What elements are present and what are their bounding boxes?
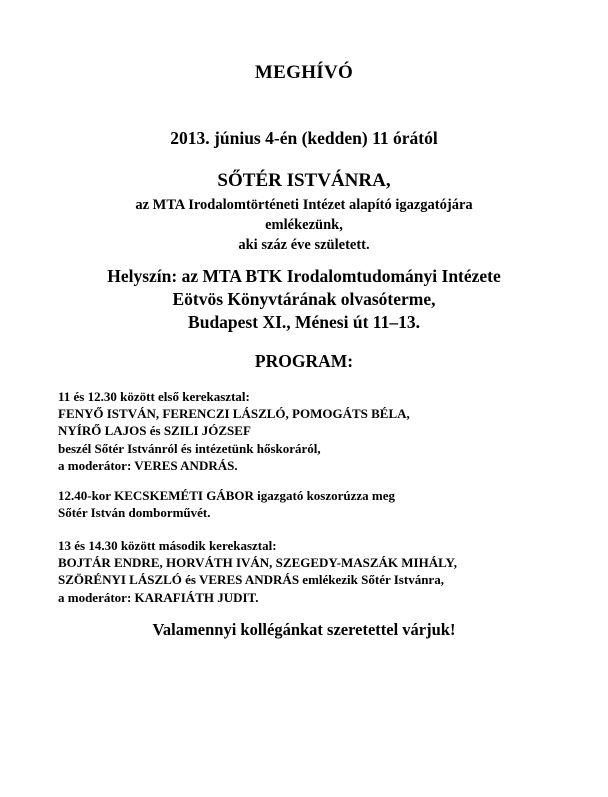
honoree-line: aki száz éve született. [238,237,370,253]
program-block-wreath [58,487,395,521]
program-line: 13 és 14.30 között második kerekasztal: [58,538,277,553]
program-line: 12.40-kor KECSKEMÉTI GÁBOR igazgató koszorúzza meg [58,488,396,503]
program-line: 11 és 12.30 között első kerekasztal: [58,389,250,404]
honoree-line: az MTA Irodalomtörténeti Intézet alapító igazgatójára [135,197,473,213]
program-line: FENYŐ ISTVÁN, FERENCZI LÁSZLÓ, POMOGÁTS BÉLA, [58,406,410,422]
program-line: NYÍRŐ LAJOS és SZILI JÓZSEF [58,423,251,439]
venue-line: Eötvös Könyvtárának olvasóterme, [172,289,436,309]
program-line: a moderátor: KARAFIÁTH JUDIT. [58,589,259,605]
closing-line: Valamennyi kollégánkat szeretettel várjuk! [152,620,456,639]
program-line: SZÖRÉNYI LÁSZLÓ és VERES ANDRÁS emlékezik Sőtér Istvánra, [58,572,444,588]
program-line: BOJTÁR ENDRE, HORVÁTH IVÁN, SZEGEDY-MASZÁK MIHÁLY, [58,555,458,571]
program-block-second-roundtable [58,537,457,606]
program-title: PROGRAM: [254,351,354,371]
honoree-line: emlékezünk, [265,217,343,233]
honoree-description [0,195,608,255]
venue-line: Helyszín: az MTA BTK Irodalomtudományi Intézete [107,266,501,286]
program-line: Sőtér István domborművét. [58,505,211,521]
invitation-title: MEGHÍVÓ [254,62,354,83]
honoree-name: SŐTÉR ISTVÁNRA, [217,170,391,191]
venue [0,265,608,334]
venue-line: Budapest XI., Ménesi út 11–13. [188,312,420,332]
program-block-first-roundtable [58,388,410,474]
program-line: a moderátor: VERES ANDRÁS. [58,457,238,473]
event-date: 2013. június 4-én (kedden) 11 órától [170,128,438,148]
program-line: beszél Sőtér Istvánról és intézetünk hőskoráról, [58,440,321,456]
